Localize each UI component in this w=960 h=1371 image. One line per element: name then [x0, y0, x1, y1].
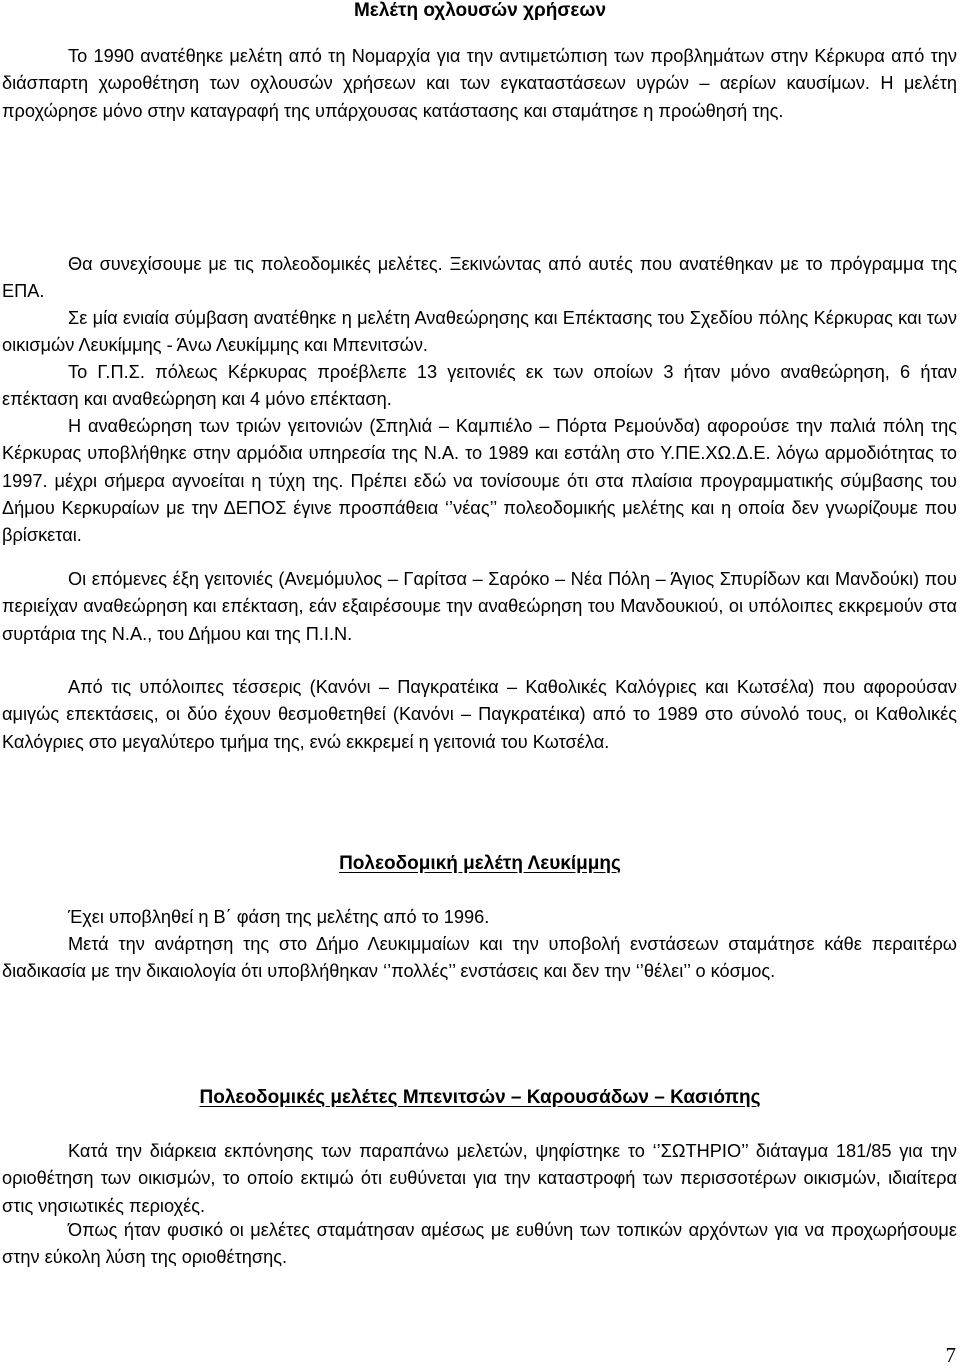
paragraph-gps-kerkyras: Το Γ.Π.Σ. πόλεως Κέρκυρας προέβλεπε 13 γειτονιές εκ των οποίων 3 ήταν μόνο αναθεώρηση, 6 ήταν επέκταση και αναθεώρηση και 4 μόνο επέκταση.	[2, 362, 957, 410]
paragraph-v-fasi: Έχει υποβληθεί η Β΄ φάση της μελέτης από το 1996.	[68, 907, 490, 927]
page-number: 7	[945, 1343, 956, 1367]
paragraph-stamatisan: Όπως ήταν φυσικό οι μελέτες σταμάτησαν αμέσως με ευθύνη των τοπικών αρχόντων για να προχωρήσουμε στην εύκολη λύση της οριοθέτησης.	[2, 1220, 957, 1268]
heading-benitson-karousadon-kasiopis: Πολεοδομικές μελέτες Μπενιτσών – Καρουσάδων – Κασιόπης	[199, 1087, 761, 1108]
paragraph-palia-poli: Η αναθεώρηση των τριών γειτονιών (Σπηλιά – Καμπιέλο – Πόρτα Ρεμούνδα) αφορούσε την παλιά πόλη της Κέρκυρας υποβλήθηκε στην αρμόδια υπηρεσία της Ν.Α. το 1989 και εστάλη στο Υ.ΠΕ.ΧΩ.Δ.Ε. λόγω αρμοδιότητας το 1997. μέχρι σήμερα αγνοείται η τύχη της. Πρέπει εδώ να τονίσουμε ότι στα πλαίσια προγραμματικής σύμβασης του Δήμου Κερκυραίων με την ΔΕΠΟΣ έγινε προσπάθεια ‘’νέας’’ πολεοδομικής μελέτης και η οποία δεν γνωρίζουμε που βρίσκεται.	[2, 416, 957, 546]
paragraph-oxlouses-1990: Το 1990 ανατέθηκε μελέτη από τη Νομαρχία για την αντιμετώπιση των προβλημάτων στην Κέρκυρα από την διάσπαρτη χωροθέτηση των οχλουσών χρήσεων και των εγκαταστάσεων υγρών – αερίων καυσίμων. Η μελέτη προχώρησε μόνο στην καταγραφή της υπάρχουσας κατάστασης και σταμάτησε η προώθησή της.	[2, 46, 957, 121]
heading-lefkimmis: Πολεοδομική μελέτη Λευκίμμης	[339, 853, 621, 874]
paragraph-enieia-symvasi: Σε μία ενιαία σύμβαση ανατέθηκε η μελέτη Αναθεώρησης και Επέκτασης του Σχεδίου πόλης Κέρκυρας και των οικισμών Λευκίμμης - Άνω Λευκίμμης και Μπενιτσών.	[2, 308, 957, 356]
paragraph-diatagma-181-85: Κατά την διάρκεια εκπόνησης των παραπάνω μελετών, ψηφίστηκε το ‘’ΣΩΤΗΡΙΟ’’ διάταγμα 181/85 για την οριοθέτηση των οικισμών, το οποίο εκτιμώ ότι ευθύνεται για την καταστροφή των περισσοτέρων οικισμών, ιδιαίτερα στις νησιωτικές περιοχές.	[2, 1141, 957, 1216]
paragraph-exi-geitonies: Οι επόμενες έξη γειτονιές (Ανεμόμυλος – Γαρίτσα – Σαρόκο – Νέα Πόλη – Άγιος Σπυρίδων και Μανδούκι) που περιείχαν αναθεώρηση και επέκταση, εάν εξαιρέσουμε την αναθεώρηση του Μανδουκιού, οι υπόλοιπες εκκρεμούν στα συρτάρια της Ν.Α., του Δήμου και της Π.Ι.Ν.	[2, 569, 957, 644]
paragraph-poleodomikes: Θα συνεχίσουμε με τις πολεοδομικές μελέτες. Ξεκινώντας από αυτές που ανατέθηκαν με το πρόγραμμα της ΕΠΑ.	[2, 254, 957, 302]
paragraph-anartisi: Μετά την ανάρτηση της στο Δήμο Λευκιμμαίων και την υποβολή ενστάσεων σταμάτησε κάθε περαιτέρω διαδικασία με την δικαιολογία ότι υποβλήθηκαν ‘’πολλές’’ ενστάσεις και δεν την ‘’θέλει’’ ο κόσμος.	[2, 934, 957, 982]
paragraph-tesseris-geitonies: Από τις υπόλοιπες τέσσερις (Κανόνι – Παγκρατέικα – Καθολικές Καλόγριες και Κωτσέλα) που αφορούσαν αμιγώς επεκτάσεις, οι δύο έχουν θεσμοθετηθεί (Κανόνι – Παγκρατέικα) από το 1989 στο σύνολό τους, οι Καθολικές Καλόγριες στο μεγαλύτερο τμήμα της, ενώ εκκρεμεί η γειτονιά του Κωτσέλα.	[2, 677, 957, 752]
document-title: Μελέτη οχλουσών χρήσεων	[353, 0, 607, 21]
